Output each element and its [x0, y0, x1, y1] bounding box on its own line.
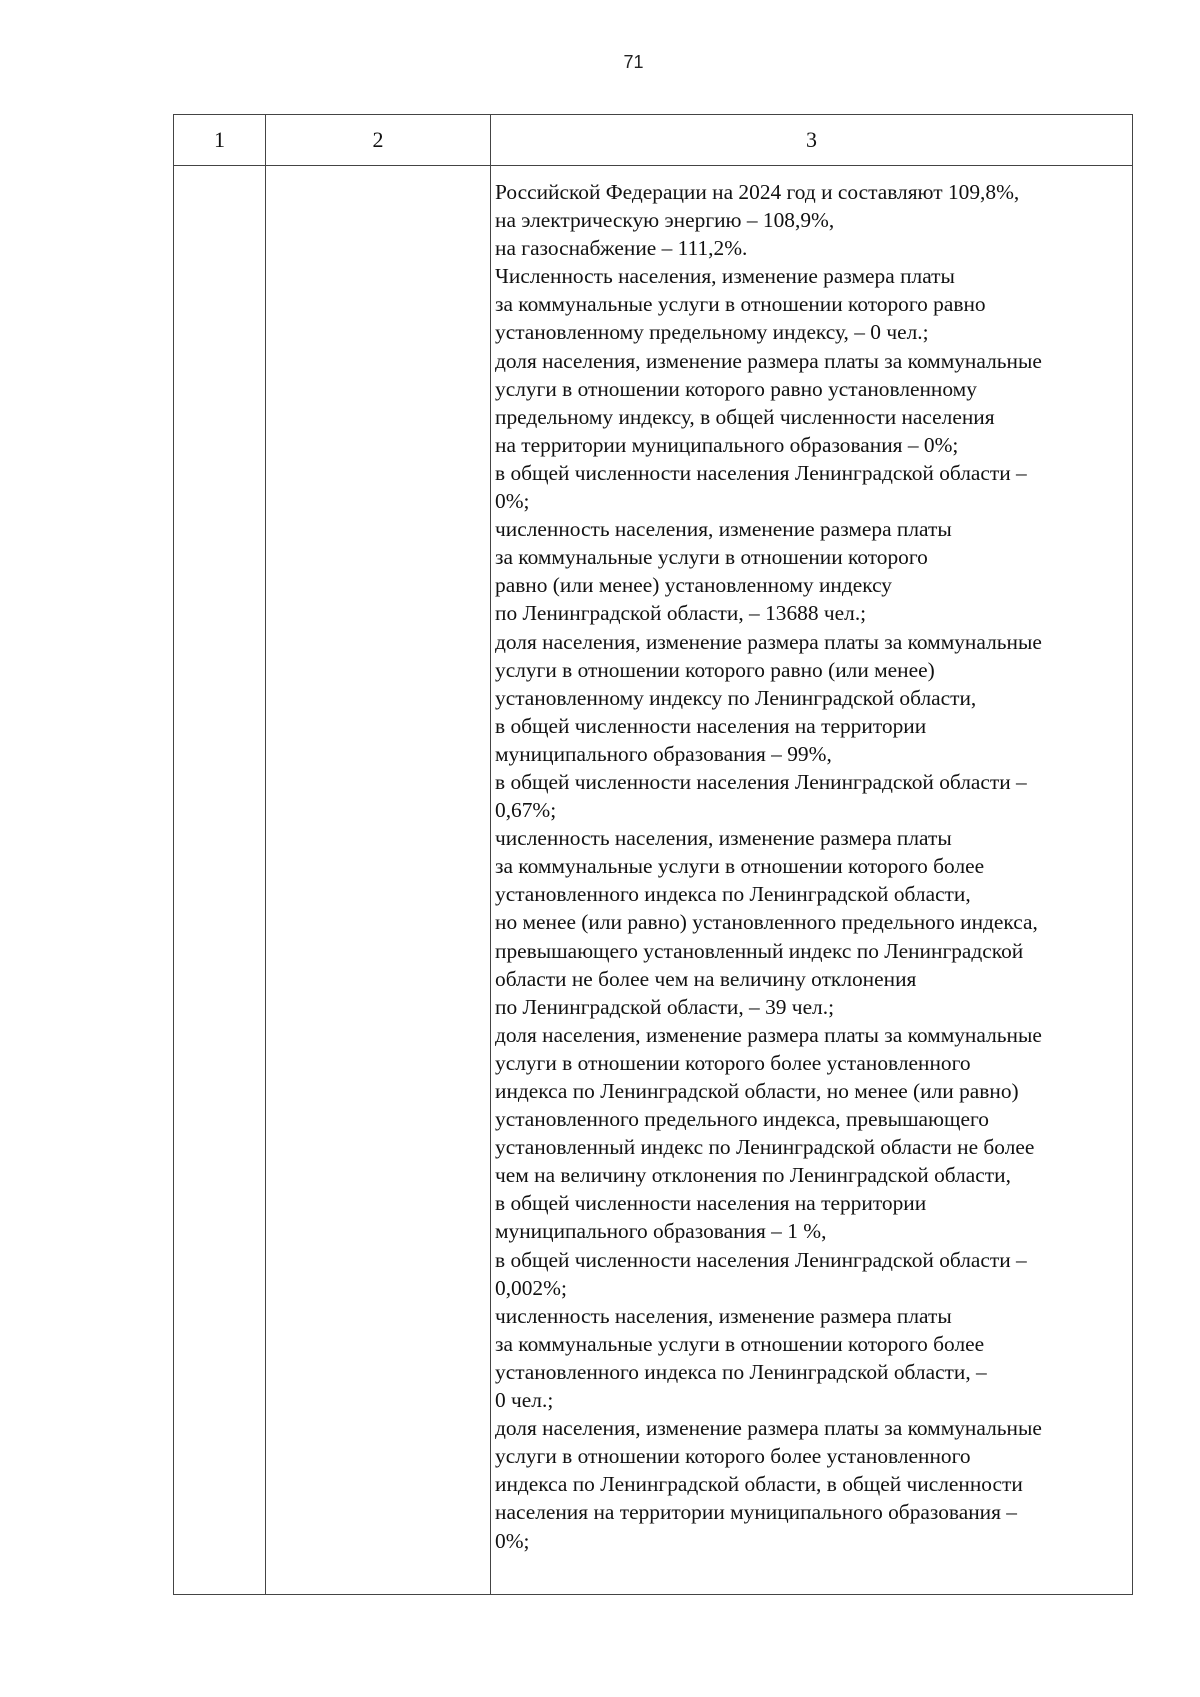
- text-line: на электрическую энергию – 108,9%,: [495, 208, 835, 233]
- text-line: 0%;: [495, 1528, 530, 1553]
- text-line: превышающего установленный индекс по Ленинградской: [495, 938, 1024, 963]
- page-number: 71: [623, 52, 644, 72]
- text-line: индекса по Ленинградской области, но менее (или равно): [495, 1079, 1019, 1103]
- text-line: области не более чем на величину отклонения: [495, 966, 917, 991]
- text-line: услуги в отношении которого равно (или менее): [495, 657, 935, 682]
- column-header-1: 1: [174, 115, 266, 166]
- text-line: 0%;: [495, 489, 530, 514]
- text-line: доля населения, изменение размера платы за коммунальные: [495, 629, 1042, 654]
- text-line: но менее (или равно) установленного предельного индекса,: [495, 910, 1038, 935]
- text-line: муниципального образования – 99%,: [495, 741, 832, 766]
- text-line: за коммунальные услуги в отношении которого: [495, 545, 928, 570]
- text-line: за коммунальные услуги в отношении которого равно: [495, 292, 986, 317]
- cell-text-block: [491, 166, 1132, 1555]
- text-line: установленного предельного индекса, превышающего: [495, 1107, 989, 1132]
- text-line: установленному индексу по Ленинградской области,: [495, 685, 977, 710]
- text-line: в общей численности населения на территории: [495, 713, 927, 738]
- text-line: установленный индекс по Ленинградской области не более: [495, 1135, 1035, 1160]
- text-line: предельному индексу, в общей численности населения: [495, 404, 995, 429]
- text-line: в общей численности населения Ленинградской области –: [495, 769, 1027, 794]
- text-line: по Ленинградской области, – 13688 чел.;: [495, 601, 867, 626]
- text-line: установленного индекса по Ленинградской области,: [495, 882, 971, 907]
- text-line: в общей численности населения Ленинградской области –: [495, 460, 1027, 485]
- text-line: Численность населения, изменение размера платы: [495, 264, 955, 289]
- text-line: за коммунальные услуги в отношении которого более: [495, 1331, 985, 1356]
- text-line: установленному предельному индексу, – 0 чел.;: [495, 320, 929, 345]
- text-line: чем на величину отклонения по Ленинградской области,: [495, 1163, 1011, 1188]
- text-line: численность населения, изменение размера платы: [495, 517, 952, 542]
- text-line: за коммунальные услуги в отношении которого более: [495, 854, 985, 879]
- text-line: 0,67%;: [495, 798, 557, 823]
- text-line: 0,002%;: [495, 1275, 567, 1300]
- text-line: 0 чел.;: [495, 1388, 554, 1413]
- text-line: численность населения, изменение размера платы: [495, 1303, 952, 1328]
- text-line: равно (или менее) установленному индексу: [495, 573, 892, 598]
- document-table: [173, 114, 1133, 1595]
- text-line: установленного индекса по Ленинградской области, –: [495, 1359, 987, 1384]
- text-line: Российской Федерации на 2024 год и составляют 109,8%,: [495, 180, 1020, 204]
- text-line: услуги в отношении которого равно установленному: [495, 376, 977, 401]
- text-line: на территории муниципального образования – 0%;: [495, 432, 959, 457]
- table-cell-col2: [266, 166, 491, 1595]
- text-line: на газоснабжение – 111,2%.: [495, 236, 748, 261]
- text-line: муниципального образования – 1 %,: [495, 1219, 827, 1244]
- text-line: населения на территории муниципального образования –: [495, 1500, 1017, 1525]
- text-line: услуги в отношении которого более установленного: [495, 1444, 971, 1469]
- text-line: индекса по Ленинградской области, в общей численности: [495, 1472, 1023, 1497]
- table-header-row: [174, 115, 1133, 166]
- text-line: по Ленинградской области, – 39 чел.;: [495, 994, 835, 1019]
- text-line: в общей численности населения на территории: [495, 1191, 927, 1216]
- column-header-2: 2: [266, 115, 491, 166]
- text-line: в общей численности населения Ленинградской области –: [495, 1247, 1027, 1272]
- table-row: [174, 166, 1133, 1595]
- text-line: доля населения, изменение размера платы за коммунальные: [495, 1416, 1042, 1441]
- table-cell-col3: [491, 166, 1133, 1595]
- text-line: доля населения, изменение размера платы за коммунальные: [495, 1022, 1042, 1047]
- text-line: услуги в отношении которого более установленного: [495, 1050, 971, 1075]
- table-cell-col1: [174, 166, 266, 1595]
- column-header-3: 3: [491, 115, 1133, 166]
- text-line: доля населения, изменение размера платы за коммунальные: [495, 348, 1042, 373]
- text-line: численность населения, изменение размера платы: [495, 826, 952, 851]
